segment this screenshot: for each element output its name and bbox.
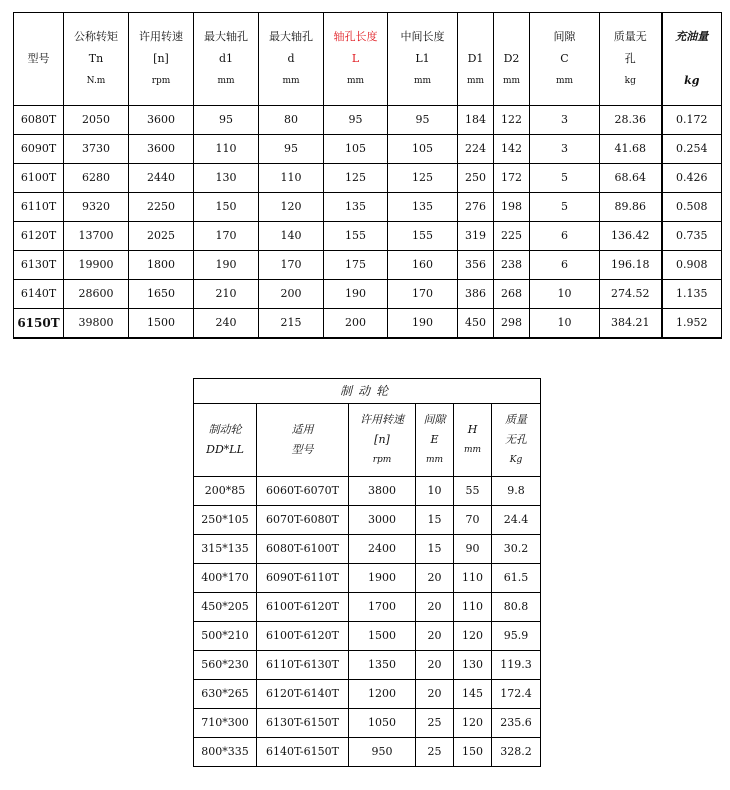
header-torque: 公称转矩 Tn N.m [64, 13, 129, 106]
table-cell: 276 [458, 193, 494, 222]
table-cell: 6 [530, 222, 600, 251]
table-cell: 3600 [129, 106, 194, 135]
table-cell: 0.254 [662, 135, 722, 164]
table-cell: 95 [324, 106, 388, 135]
table-row [14, 193, 722, 222]
table-row [194, 564, 541, 593]
table-cell: 0.735 [662, 222, 722, 251]
table-cell: 150 [194, 193, 259, 222]
table-cell: 136.42 [600, 222, 662, 251]
table-row [14, 106, 722, 135]
table-cell: 0.908 [662, 251, 722, 280]
table-cell: 386 [458, 280, 494, 309]
header-model: 型号 [14, 13, 64, 106]
table-cell: 10 [416, 477, 454, 506]
table-cell: 61.5 [492, 564, 541, 593]
header-brake-wheel: 制动轮 DD*LL [194, 404, 257, 477]
table-cell: 20 [416, 564, 454, 593]
table-cell: 224 [458, 135, 494, 164]
table-cell: 5 [530, 193, 600, 222]
table-cell: 20 [416, 593, 454, 622]
table-cell: 5 [530, 164, 600, 193]
row-model-cell: 560*230 [194, 651, 257, 680]
table-row [194, 593, 541, 622]
table-cell: 225 [494, 222, 530, 251]
header-gap: 间隙 C mm [530, 13, 600, 106]
header-fit-model: 适用 型号 [257, 404, 349, 477]
header-gap: 间隙 E mm [416, 404, 454, 477]
table-cell: 1.135 [662, 280, 722, 309]
table-cell: 1900 [349, 564, 416, 593]
table-cell: 125 [324, 164, 388, 193]
table-cell: 3600 [129, 135, 194, 164]
table-cell: 190 [324, 280, 388, 309]
table-cell: 1350 [349, 651, 416, 680]
row-model-cell: 6090T [14, 135, 64, 164]
table-cell: 30.2 [492, 535, 541, 564]
table-row [194, 680, 541, 709]
table-cell: 1500 [349, 622, 416, 651]
header-row [14, 13, 722, 106]
table-cell: 135 [324, 193, 388, 222]
table-cell: 3730 [64, 135, 129, 164]
table-cell: 20 [416, 680, 454, 709]
table-cell: 110 [194, 135, 259, 164]
table-cell: 155 [324, 222, 388, 251]
table-row [194, 651, 541, 680]
header-oil: 充油量 kg [662, 13, 722, 106]
table-cell: 70 [454, 506, 492, 535]
table-cell: 1.952 [662, 309, 722, 339]
table-row [14, 222, 722, 251]
table-cell: 89.86 [600, 193, 662, 222]
table-cell: 6100T-6120T [257, 593, 349, 622]
row-model-cell: 6140T [14, 280, 64, 309]
table-cell: 55 [454, 477, 492, 506]
table-cell: 119.3 [492, 651, 541, 680]
row-model-cell: 6150T [14, 309, 64, 339]
table-cell: 170 [194, 222, 259, 251]
table-cell: 328.2 [492, 738, 541, 767]
table-cell: 170 [259, 251, 324, 280]
table-cell: 24.4 [492, 506, 541, 535]
table-cell: 1700 [349, 593, 416, 622]
table-cell: 210 [194, 280, 259, 309]
row-model-cell: 250*105 [194, 506, 257, 535]
header-speed: 许用转速 [n] rpm [129, 13, 194, 106]
table-row [194, 506, 541, 535]
table-cell: 142 [494, 135, 530, 164]
table-row [194, 535, 541, 564]
table-cell: 450 [458, 309, 494, 339]
table-cell: 105 [388, 135, 458, 164]
header-middle-length: 中间长度 L1 mm [388, 13, 458, 106]
table-cell: 20 [416, 622, 454, 651]
table-cell: 39800 [64, 309, 129, 339]
table-cell: 240 [194, 309, 259, 339]
table-cell: 125 [388, 164, 458, 193]
row-model-cell: 500*210 [194, 622, 257, 651]
table-cell: 68.64 [600, 164, 662, 193]
table-cell: 0.426 [662, 164, 722, 193]
table-cell: 2250 [129, 193, 194, 222]
table-cell: 1500 [129, 309, 194, 339]
row-model-cell: 800*335 [194, 738, 257, 767]
table-cell: 200 [259, 280, 324, 309]
table-cell: 2050 [64, 106, 129, 135]
table-cell: 6060T-6070T [257, 477, 349, 506]
table-cell: 80 [259, 106, 324, 135]
table-cell: 120 [454, 622, 492, 651]
table-cell: 25 [416, 738, 454, 767]
table-cell: 274.52 [600, 280, 662, 309]
table-cell: 172 [494, 164, 530, 193]
table-row [194, 622, 541, 651]
table-cell: 28.36 [600, 106, 662, 135]
table-cell: 268 [494, 280, 530, 309]
table-cell: 25 [416, 709, 454, 738]
table-row [194, 738, 541, 767]
table-cell: 6080T-6100T [257, 535, 349, 564]
brake-wheel-table [193, 378, 541, 767]
table-cell: 6 [530, 251, 600, 280]
table-cell: 90 [454, 535, 492, 564]
header-d2: D2 mm [494, 13, 530, 106]
table-cell: 9.8 [492, 477, 541, 506]
table-caption: 制动轮 [194, 379, 541, 404]
row-model-cell: 400*170 [194, 564, 257, 593]
table-cell: 196.18 [600, 251, 662, 280]
table-cell: 122 [494, 106, 530, 135]
table-cell: 110 [454, 593, 492, 622]
table-cell: 13700 [64, 222, 129, 251]
table-cell: 3 [530, 106, 600, 135]
table-cell: 20 [416, 651, 454, 680]
row-model-cell: 6110T [14, 193, 64, 222]
header-speed: 许用转速 [n] rpm [349, 404, 416, 477]
table-cell: 130 [454, 651, 492, 680]
table-row [14, 135, 722, 164]
table-cell: 95 [194, 106, 259, 135]
table-cell: 2400 [349, 535, 416, 564]
table-cell: 6120T-6140T [257, 680, 349, 709]
header-h: H mm [454, 404, 492, 477]
table-cell: 160 [388, 251, 458, 280]
table-cell: 95 [259, 135, 324, 164]
table-cell: 15 [416, 506, 454, 535]
table-cell: 0.172 [662, 106, 722, 135]
header-bore-d1: 最大轴孔 d1 mm [194, 13, 259, 106]
table-cell: 6070T-6080T [257, 506, 349, 535]
table-cell: 110 [259, 164, 324, 193]
table-row [14, 280, 722, 309]
table-cell: 110 [454, 564, 492, 593]
row-model-cell: 315*135 [194, 535, 257, 564]
table-row [14, 309, 722, 339]
table-cell: 2025 [129, 222, 194, 251]
table-cell: 6280 [64, 164, 129, 193]
table-cell: 172.4 [492, 680, 541, 709]
table-cell: 9320 [64, 193, 129, 222]
table-cell: 384.21 [600, 309, 662, 339]
table-cell: 1200 [349, 680, 416, 709]
table-cell: 6110T-6130T [257, 651, 349, 680]
table-cell: 175 [324, 251, 388, 280]
table-cell: 145 [454, 680, 492, 709]
coupling-spec-table [13, 12, 722, 339]
table-cell: 298 [494, 309, 530, 339]
table-cell: 155 [388, 222, 458, 251]
table-cell: 1650 [129, 280, 194, 309]
table-cell: 356 [458, 251, 494, 280]
table-cell: 3800 [349, 477, 416, 506]
table-cell: 120 [454, 709, 492, 738]
table-cell: 28600 [64, 280, 129, 309]
table-cell: 95.9 [492, 622, 541, 651]
table-cell: 6090T-6110T [257, 564, 349, 593]
row-model-cell: 6120T [14, 222, 64, 251]
row-model-cell: 6100T [14, 164, 64, 193]
table-cell: 19900 [64, 251, 129, 280]
table-cell: 1050 [349, 709, 416, 738]
table-cell: 1800 [129, 251, 194, 280]
table-cell: 215 [259, 309, 324, 339]
table-row [14, 164, 722, 193]
table-cell: 150 [454, 738, 492, 767]
table-cell: 3 [530, 135, 600, 164]
table-row [194, 709, 541, 738]
table-cell: 6130T-6150T [257, 709, 349, 738]
table-cell: 15 [416, 535, 454, 564]
table-cell: 319 [458, 222, 494, 251]
table-cell: 105 [324, 135, 388, 164]
table-cell: 184 [458, 106, 494, 135]
table-cell: 10 [530, 309, 600, 339]
table-cell: 135 [388, 193, 458, 222]
header-row [194, 404, 541, 477]
table-cell: 198 [494, 193, 530, 222]
table-cell: 170 [388, 280, 458, 309]
row-model-cell: 630*265 [194, 680, 257, 709]
row-model-cell: 200*85 [194, 477, 257, 506]
row-model-cell: 6130T [14, 251, 64, 280]
table-cell: 235.6 [492, 709, 541, 738]
row-model-cell: 710*300 [194, 709, 257, 738]
table-cell: 140 [259, 222, 324, 251]
header-d1: D1 mm [458, 13, 494, 106]
table-cell: 950 [349, 738, 416, 767]
header-mass: 质量无 孔 kg [600, 13, 662, 106]
table-cell: 41.68 [600, 135, 662, 164]
header-bore-d: 最大轴孔 d mm [259, 13, 324, 106]
table-row [14, 251, 722, 280]
table-cell: 3000 [349, 506, 416, 535]
header-mass: 质量 无孔 Kg [492, 404, 541, 477]
table-row [194, 477, 541, 506]
table-cell: 130 [194, 164, 259, 193]
header-bore-length: 轴孔长度 L mm [324, 13, 388, 106]
table-cell: 238 [494, 251, 530, 280]
table-cell: 0.508 [662, 193, 722, 222]
row-model-cell: 450*205 [194, 593, 257, 622]
table-cell: 190 [194, 251, 259, 280]
table-cell: 190 [388, 309, 458, 339]
table-cell: 10 [530, 280, 600, 309]
table-cell: 6140T-6150T [257, 738, 349, 767]
table-cell: 2440 [129, 164, 194, 193]
table-cell: 120 [259, 193, 324, 222]
table-cell: 200 [324, 309, 388, 339]
table-cell: 6100T-6120T [257, 622, 349, 651]
row-model-cell: 6080T [14, 106, 64, 135]
table-cell: 95 [388, 106, 458, 135]
table-cell: 250 [458, 164, 494, 193]
table-cell: 80.8 [492, 593, 541, 622]
